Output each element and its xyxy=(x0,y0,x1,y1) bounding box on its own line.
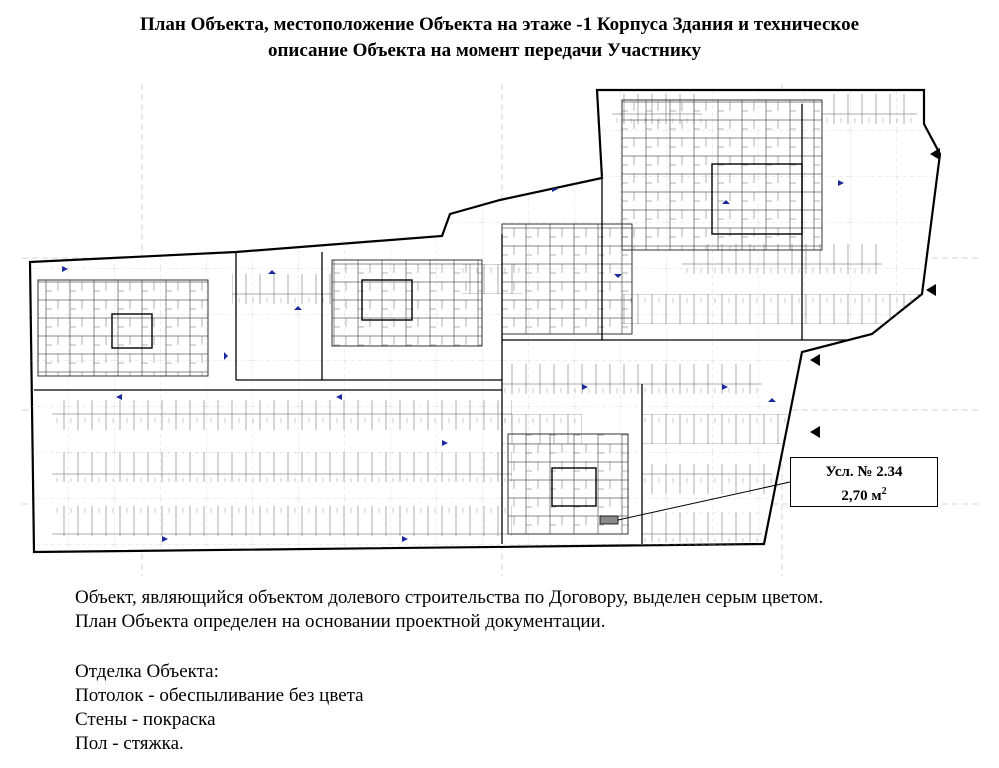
callout-area-value: 2,70 м xyxy=(841,488,882,504)
document-title xyxy=(0,12,999,64)
callout-unit: Усл. № 2.34 xyxy=(825,464,903,480)
object-highlight xyxy=(600,516,618,524)
finishing-floor: Пол - стяжка. xyxy=(75,733,184,754)
title-line-1: План Объекта, местоположение Объекта на этаже -1 Корпуса Здания и техническое xyxy=(139,14,860,35)
title-line-2: описание Объекта на момент передачи Участнику xyxy=(267,40,702,61)
description-line-1: Объект, являющийся объектом долевого строительства по Договору, выделен серым цветом. xyxy=(75,587,824,608)
finishing-heading: Отделка Объекта: xyxy=(75,661,219,682)
finishing-walls: Стены - покраска xyxy=(75,709,216,730)
description-line-2: План Объекта определен на основании проектной документации. xyxy=(75,611,606,632)
object-callout xyxy=(790,457,938,507)
finishing-ceiling: Потолок - обеспыливание без цвета xyxy=(75,685,364,706)
callout-area-sup: 2 xyxy=(881,486,887,497)
callout-area xyxy=(791,482,937,506)
